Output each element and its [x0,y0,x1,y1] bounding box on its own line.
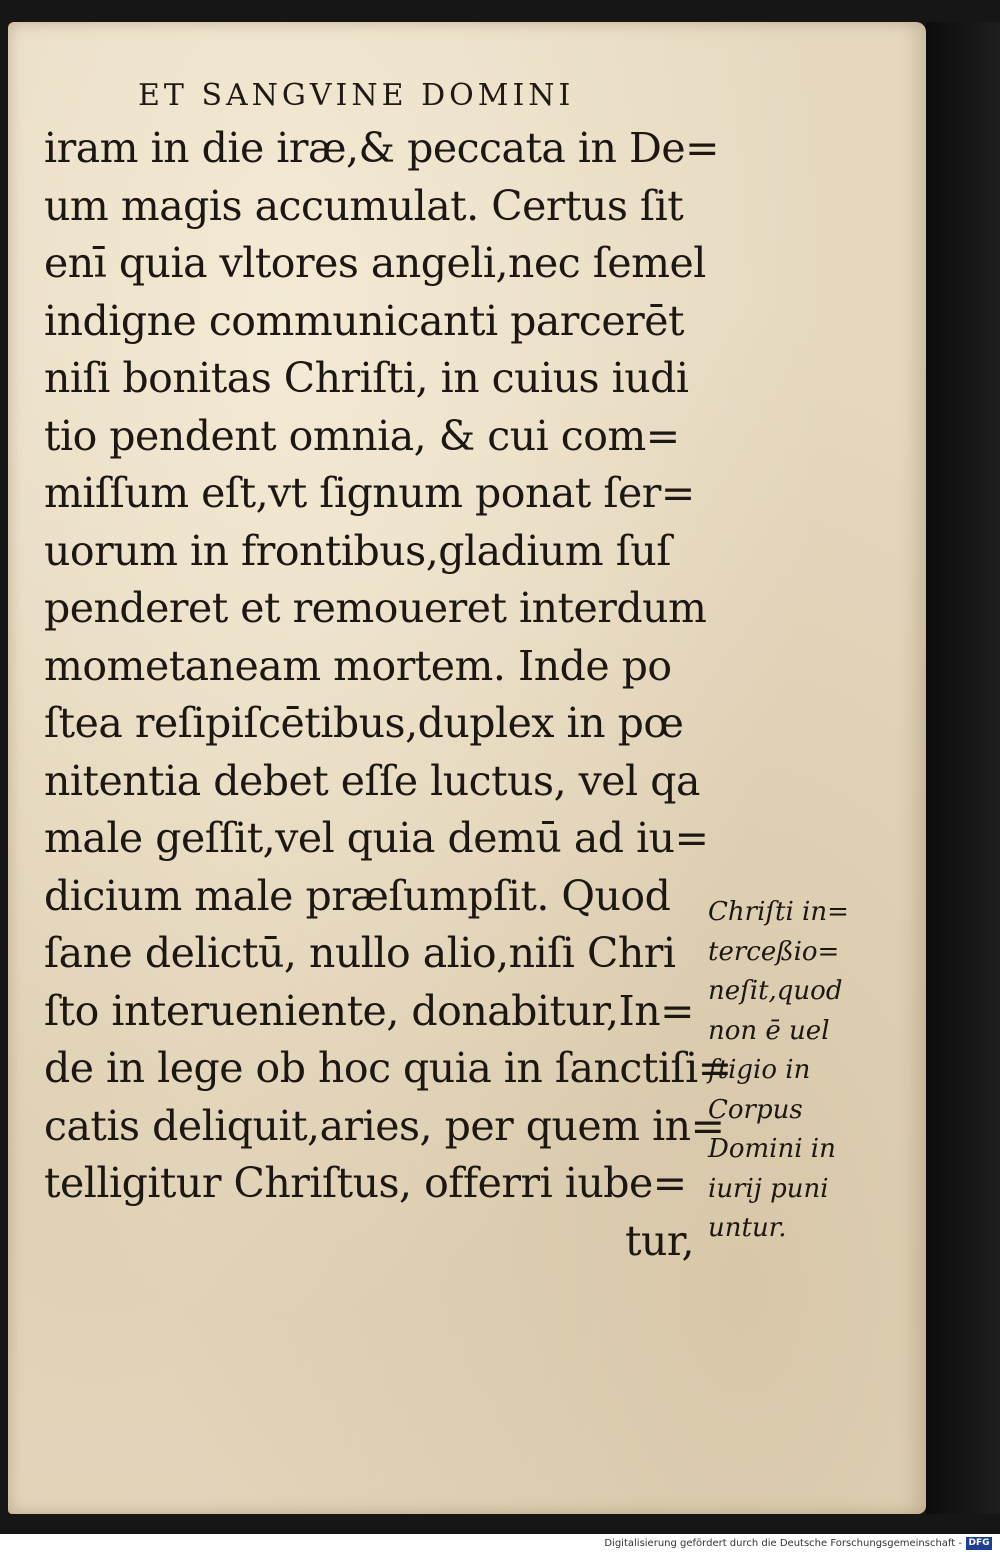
text-line: nitentia debet eſſe luctus, vel qa [44,756,700,805]
running-head: ET SANGVINE DOMINI [138,78,575,113]
marginal-line: Corpus [708,1094,803,1125]
text-line: ſto interueniente, donabitur,In= [44,986,694,1035]
text-line: ſane delictū, nullo alio,niſi Chri [44,929,676,977]
text-line: telligitur Chriſtus, offerri iube= [44,1159,687,1207]
marginal-line: untur. [708,1213,787,1243]
text-line: um magis accumulat. Certus ſit [44,181,684,230]
marginal-line: non ē uel [708,1015,830,1046]
marginal-line: terceßio= [708,936,840,967]
digitization-footer [0,1534,1000,1554]
text-line: catis deliquit,aries, per quem in= [44,1101,725,1150]
text-line: niſi bonitas Chriſti, in cuius iudi [44,354,689,402]
text-line: de in lege ob hoc quia in ſanctiſi= [44,1044,732,1092]
page-edge-shadow [926,22,1000,1514]
text-line: enī quia vltores angeli,nec ſemel [44,239,706,287]
text-line: penderet et remoueret interdum [44,584,707,632]
text-line: miſſum eſt,vt ſignum ponat ſer= [44,469,695,517]
marginal-line: Chriſti in= [708,897,849,927]
text-line: uorum in frontibus,gladium ſuſ [44,526,671,575]
marginal-line: neſit,quod [708,976,843,1006]
text-line: mometaneam mortem. Inde po [44,641,672,690]
funding-credit: Digitalisierung gefördert durch die Deutsche Forschungsgemeinschaft - [604,1538,962,1549]
text-line: male geſſit,vel quia demū ad iu= [44,814,709,862]
marginal-line: iurij puni [708,1173,829,1204]
text-line: iram in die iræ,& peccata in De= [44,124,719,172]
dfg-logo: DFG [966,1537,992,1550]
body-text [44,120,732,1270]
text-line: dicium male præſumpſit. Quod [44,871,671,920]
text-line: ſtea reſipiſcētibus,duplex in pœ [44,699,684,747]
marginal-line: ſtigio in [708,1055,811,1085]
text-line: indigne communicanti parcerēt [44,296,684,345]
catchword-line: tur, [624,1216,694,1265]
text-line: tio pendent omnia, & cui com= [44,411,680,460]
marginal-note [708,893,868,1249]
marginal-line: Domini in [708,1134,836,1164]
